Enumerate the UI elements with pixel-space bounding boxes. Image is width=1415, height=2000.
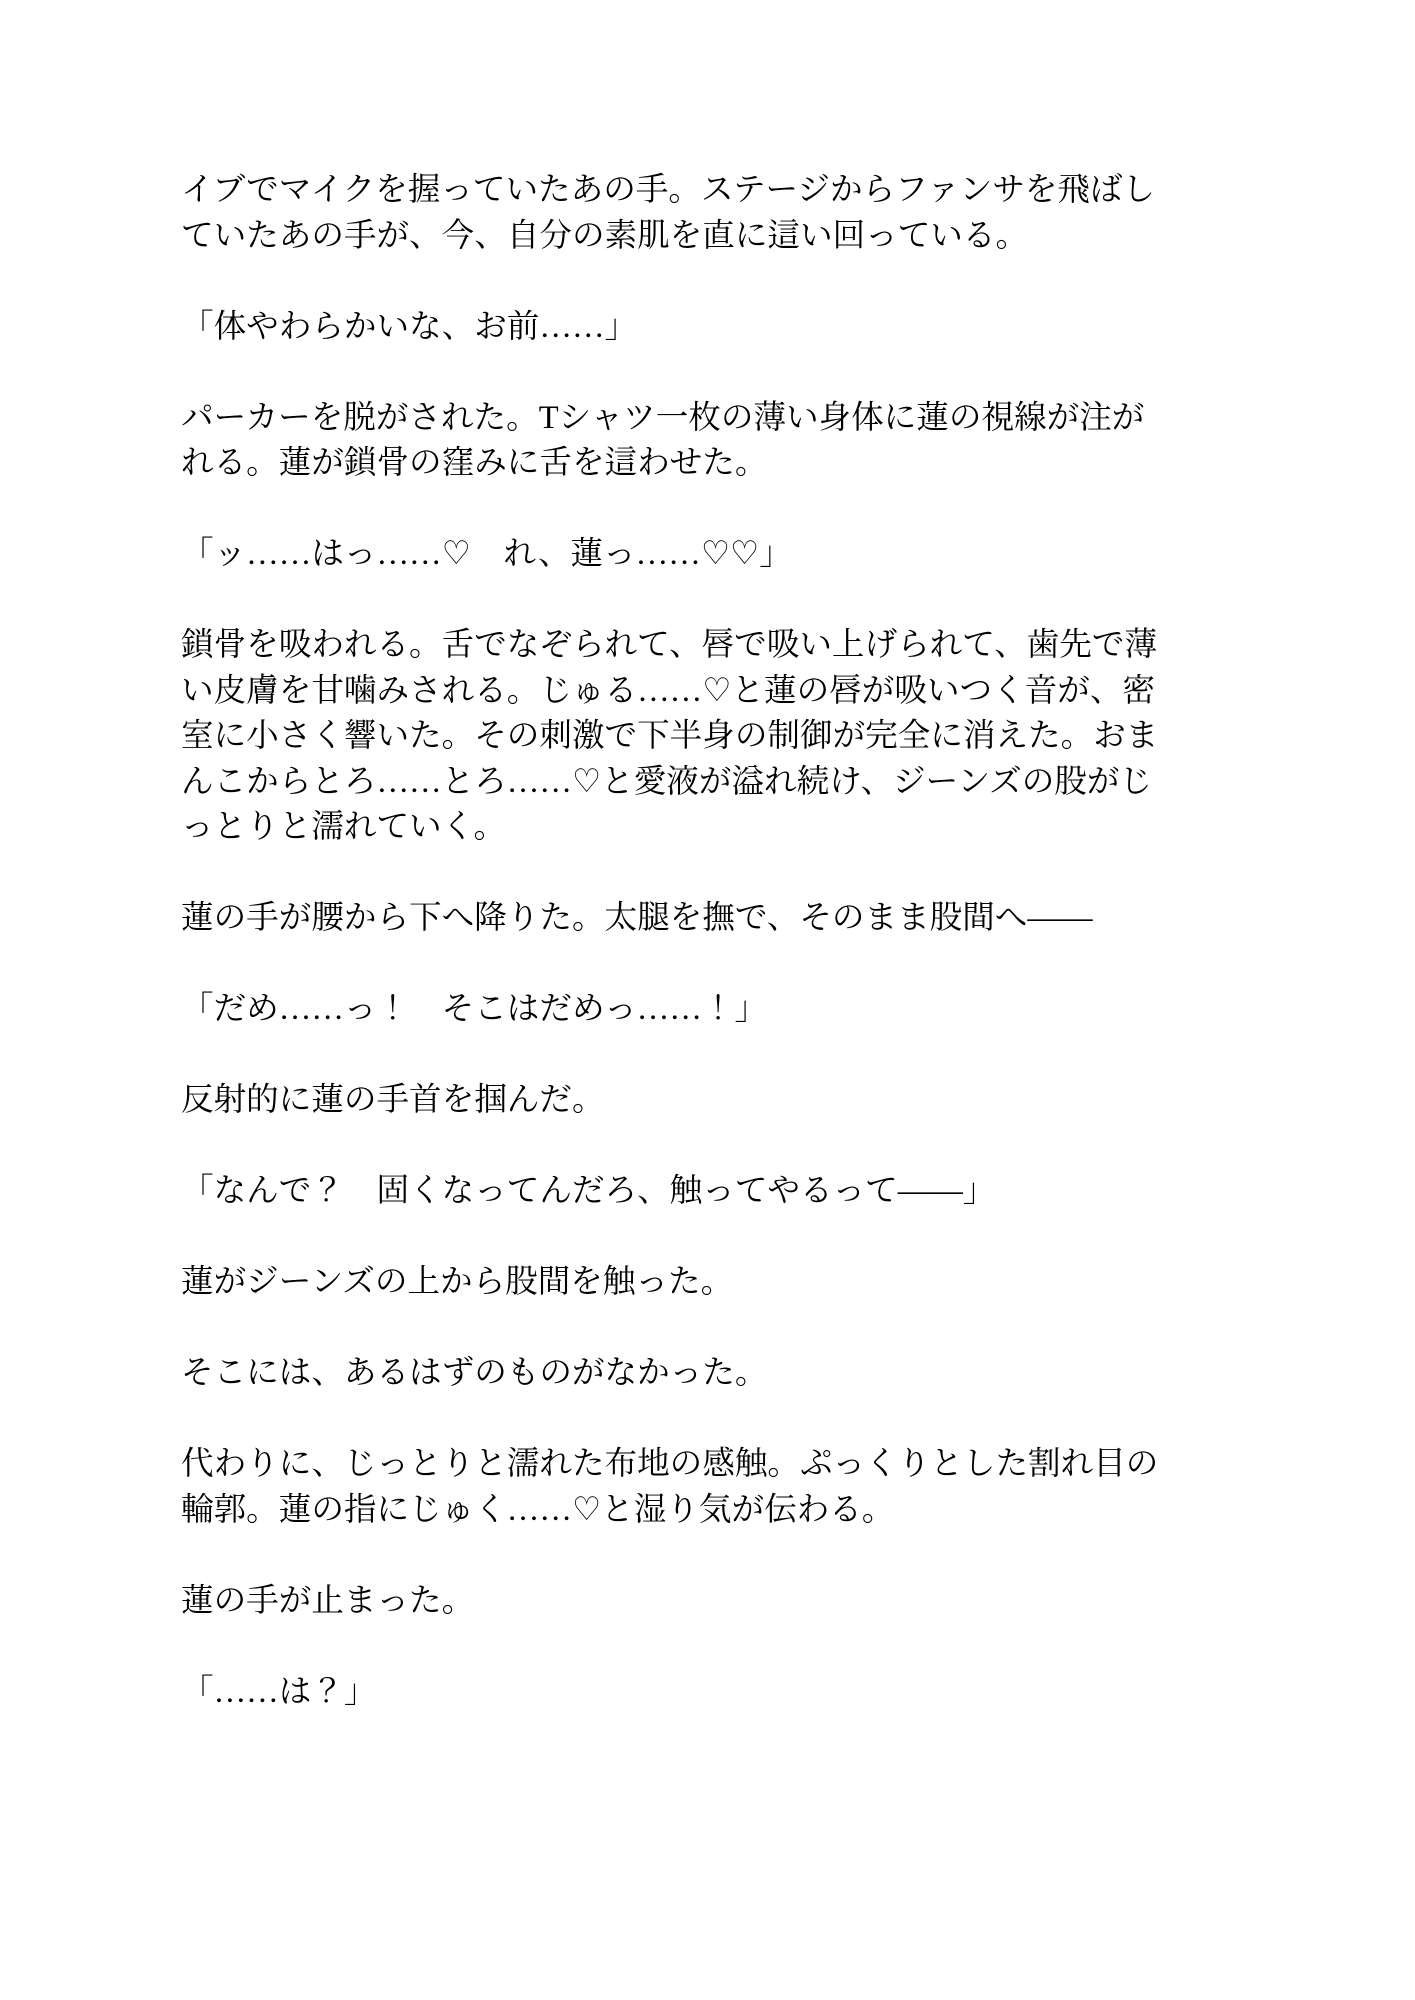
text-line: い皮膚を甘噛みされる。じゅる……♡と蓮の唇が吸いつく音が、密 <box>181 672 1155 709</box>
text-line: パーカーを脱がされた。Tシャツ一枚の薄い身体に蓮の視線が注が <box>181 399 1145 436</box>
narration-paragraph <box>181 623 1171 851</box>
narration-paragraph <box>181 1351 1171 1397</box>
text-block <box>181 168 1171 1715</box>
text-line: んこからとろ……とろ……♡と愛液が溢れ続け、ジーンズの股がじ <box>181 763 1153 800</box>
narration-paragraph <box>181 896 1171 942</box>
text-line: 室に小さく響いた。その刺激で下半身の制御が完全に消えた。おま <box>181 718 1159 754</box>
narration-paragraph <box>181 1442 1171 1533</box>
text-line: っとりと濡れていく。 <box>181 809 507 845</box>
dialogue-paragraph <box>181 987 1171 1033</box>
narration-paragraph <box>181 1260 1171 1306</box>
text-line: 蓮の手が止まった。 <box>181 1582 475 1619</box>
text-line: イブでマイクを握っていたあの手。ステージからファンサを飛ばし <box>181 172 1156 208</box>
narration-paragraph <box>181 396 1171 487</box>
text-line: 「……は？」 <box>181 1673 377 1710</box>
narration-paragraph <box>181 168 1171 259</box>
text-line: 輪郭。蓮の指にじゅく……♡と湿り気が伝わる。 <box>181 1491 895 1528</box>
dialogue-paragraph <box>181 305 1171 351</box>
text-line: れる。蓮が鎖骨の窪みに舌を這わせた。 <box>181 445 768 481</box>
text-line: 「だめ……っ！ そこはだめっ……！」 <box>181 991 768 1027</box>
dialogue-paragraph <box>181 1670 1171 1716</box>
text-line: 蓮がジーンズの上から股間を触った。 <box>181 1264 734 1300</box>
narration-paragraph <box>181 1078 1171 1124</box>
text-line: 代わりに、じっとりと濡れた布地の感触。ぷっくりとした割れ目の <box>181 1446 1159 1482</box>
dialogue-paragraph <box>181 1169 1171 1215</box>
text-line: ていたあの手が、今、自分の素肌を直に這い回っている。 <box>181 217 1029 254</box>
dialogue-paragraph <box>181 532 1171 578</box>
text-line: 「体やわらかいな、お前……」 <box>181 308 638 345</box>
text-line: 鎖骨を吸われる。舌でなぞられて、唇で吸い上げられて、歯先で薄 <box>181 627 1158 663</box>
text-line: 「なんで？ 固くなってんだろ、触ってやるって――」 <box>181 1173 996 1209</box>
text-line: 蓮の手が腰から下へ降りた。太腿を撫で、そのまま股間へ―― <box>181 900 1093 936</box>
text-line: そこには、あるはずのものがなかった。 <box>181 1355 768 1391</box>
text-line: 反射的に蓮の手首を掴んだ。 <box>181 1082 605 1118</box>
narration-paragraph <box>181 1579 1171 1625</box>
text-line: 「ッ……はっ……♡ れ、蓮っ……♡♡」 <box>181 536 792 572</box>
